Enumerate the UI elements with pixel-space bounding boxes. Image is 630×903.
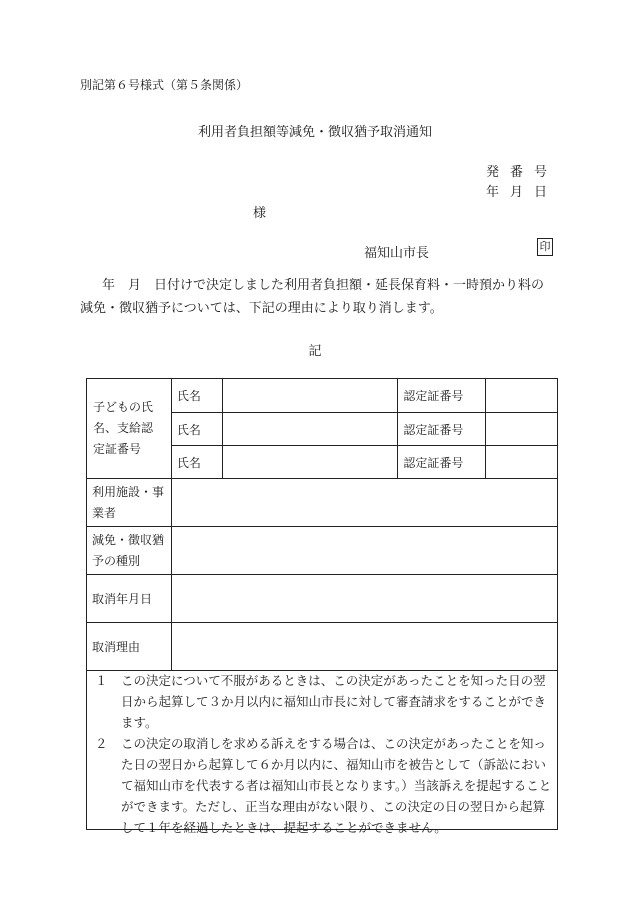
cancel-reason-value-cell	[171, 623, 557, 671]
name-label: 氏名	[171, 379, 222, 413]
cert-label: 認定証番号	[398, 446, 486, 479]
cert-label: 認定証番号	[398, 413, 486, 446]
cancel-date-value-cell	[171, 575, 557, 623]
form-number: 別記第６号様式（第５条関係）	[80, 78, 249, 92]
cert-label: 認定証番号	[398, 379, 486, 413]
details-table	[86, 378, 558, 671]
exemption-type-value-cell	[171, 527, 557, 575]
name-value-cell	[222, 413, 398, 446]
cert-value-cell	[486, 446, 558, 479]
ki-heading: 記	[308, 344, 322, 359]
note-item	[95, 733, 553, 838]
issue-date-label: 年月日	[486, 185, 559, 200]
cert-value-cell	[486, 413, 558, 446]
cancel-reason-label: 取消理由	[87, 623, 172, 671]
note-number: ２	[95, 736, 108, 751]
name-value-cell	[222, 379, 398, 413]
document-title: 利用者負担額等減免・徴収猶予取消通知	[197, 125, 432, 140]
cancel-date-label: 取消年月日	[87, 575, 172, 623]
child-header-cell: 子どもの氏名、支給認定証番号	[87, 379, 172, 479]
facility-row	[87, 479, 558, 527]
body-text: 年 月 日付けで決定しました利用者負担額・延長保育料・一時預かり料の減免・徴収猶予については、下記の理由により取り消します。	[80, 278, 545, 316]
facility-value-cell	[171, 479, 557, 527]
seal-mark: 印	[537, 238, 553, 256]
child-row-1	[87, 379, 558, 413]
recipient-honorific: 様	[253, 206, 267, 221]
cert-value-cell	[486, 379, 558, 413]
note-text: この決定について不服があるときは、この決定があったことを知った日の翌日から起算して３か月以内に福知山市長に対して審査請求をすることができます。	[121, 673, 547, 730]
cancel-date-row	[87, 575, 558, 623]
cancel-reason-row	[87, 623, 558, 671]
notes-box	[86, 670, 558, 835]
exemption-type-label: 減免・徴収猶予の種別	[87, 527, 172, 575]
name-value-cell	[222, 446, 398, 479]
note-text: この決定の取消しを求める訴えをする場合は、この決定があったことを知った日の翌日から起算して６か月以内に、福知山市を被告として（訴訟において福知山市を代表する者は福知山市長となります。）当該訴えを提起することができます。ただし、正当な理由がない限り、この決定の日の翌日から起算して１年を経過したときは、提起することができません。	[121, 736, 552, 835]
name-label: 氏名	[171, 446, 222, 479]
name-label: 氏名	[171, 413, 222, 446]
note-item	[95, 670, 553, 733]
facility-label: 利用施設・事業者	[87, 479, 172, 527]
issue-number-label: 発番号	[486, 165, 559, 180]
exemption-type-row	[87, 527, 558, 575]
issuer-name: 福知山市長	[364, 246, 430, 261]
note-number: １	[95, 673, 108, 688]
